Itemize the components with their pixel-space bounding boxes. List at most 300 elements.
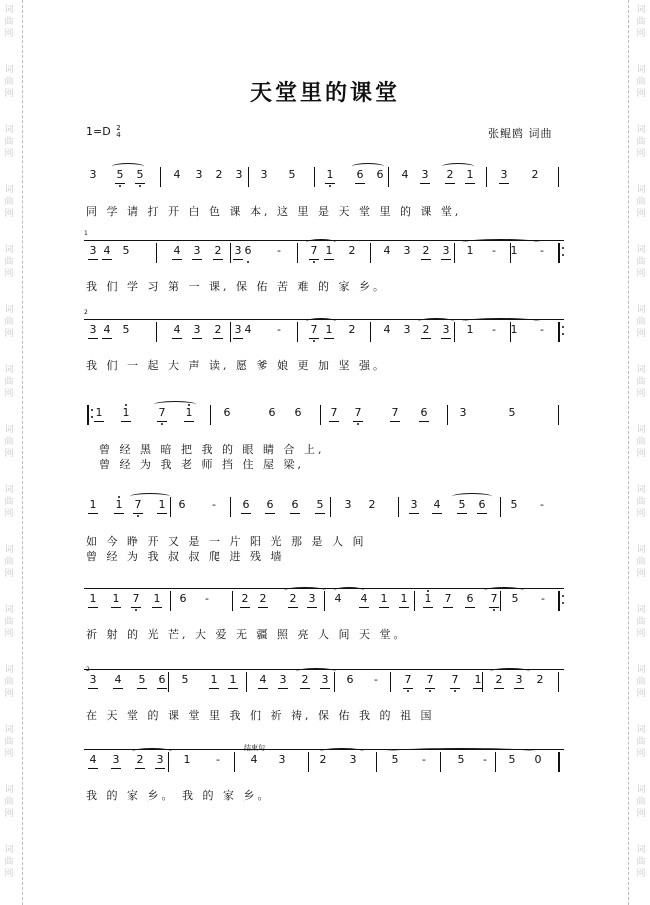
note: 1 — [183, 753, 191, 766]
bar-line — [370, 243, 371, 263]
note: 2 — [134, 754, 146, 766]
note: 4 — [334, 592, 342, 605]
note: 7 — [389, 407, 401, 419]
note: 2 — [444, 169, 456, 181]
watermark-char: 网 — [4, 809, 14, 819]
watermark-char: 曲 — [4, 437, 14, 447]
watermark-char: 词 — [4, 665, 14, 675]
watermark-char: 词 — [4, 245, 14, 255]
note: 2 — [215, 168, 223, 181]
note: 1 — [208, 674, 220, 686]
watermark — [634, 604, 648, 640]
bar-line — [510, 322, 511, 342]
watermark-char: 网 — [4, 629, 14, 639]
note: 3 — [195, 168, 203, 181]
watermark-char: 网 — [4, 869, 14, 879]
music-system — [84, 309, 564, 344]
watermark-char: 词 — [636, 245, 646, 255]
note: 3 — [154, 754, 166, 766]
slur — [462, 239, 540, 246]
bar-line — [230, 322, 231, 342]
bar-line — [398, 497, 399, 517]
music-system — [84, 744, 564, 774]
bar-line — [156, 243, 157, 263]
note: - — [277, 323, 281, 336]
watermark-char: 曲 — [4, 77, 14, 87]
watermark-char: 曲 — [4, 857, 14, 867]
watermark-char: 网 — [636, 389, 646, 399]
watermark-char: 曲 — [4, 737, 14, 747]
note: 4 — [171, 324, 183, 336]
note: 7 — [442, 593, 454, 605]
left-margin-line — [22, 0, 23, 905]
bar-line — [170, 497, 171, 517]
note: 1 — [323, 245, 335, 257]
note: 3 — [344, 498, 352, 511]
watermark-char: 词 — [636, 305, 646, 315]
watermark-char: 曲 — [4, 797, 14, 807]
note: 3 — [260, 168, 268, 181]
watermark-char: 网 — [636, 869, 646, 879]
note: 6 — [289, 499, 301, 511]
note: 2 — [420, 245, 432, 257]
watermark-char: 曲 — [4, 257, 14, 267]
watermark-char: 网 — [4, 689, 14, 699]
watermark-char: 词 — [636, 845, 646, 855]
note: - — [205, 592, 209, 605]
bar-line — [330, 497, 331, 517]
watermark — [634, 784, 648, 820]
watermark-char: 曲 — [4, 617, 14, 627]
note: 2 — [420, 324, 432, 336]
watermark-char: 曲 — [4, 677, 14, 687]
watermark-char: 曲 — [636, 857, 646, 867]
bar-line — [388, 167, 389, 187]
watermark-char: 网 — [636, 509, 646, 519]
music-system — [84, 230, 564, 265]
watermark-char: 词 — [4, 65, 14, 75]
note: 2 — [287, 593, 299, 605]
watermark-char: 词 — [636, 485, 646, 495]
note: 3 — [110, 754, 122, 766]
key-signature — [86, 125, 121, 139]
slur — [490, 668, 530, 675]
watermark-char: 词 — [4, 305, 14, 315]
note: 0 — [534, 753, 542, 766]
watermark-char: 词 — [4, 485, 14, 495]
slur — [462, 318, 540, 325]
music-system — [84, 666, 564, 694]
note: 6 — [178, 498, 186, 511]
bar-line — [495, 752, 496, 772]
watermark-char: 词 — [4, 785, 14, 795]
slur — [320, 748, 364, 755]
note: - — [277, 244, 281, 257]
bar-line — [558, 591, 560, 611]
watermark-char: 曲 — [4, 377, 14, 387]
watermark — [2, 124, 16, 160]
watermark-char: 网 — [636, 149, 646, 159]
note: 7 — [402, 674, 414, 686]
bar-line — [558, 243, 560, 263]
watermark — [634, 844, 648, 880]
watermark — [2, 364, 16, 400]
watermark-char: 曲 — [4, 197, 14, 207]
note: 6 — [264, 499, 276, 511]
bar-line — [160, 167, 161, 187]
watermark — [634, 244, 648, 280]
watermark — [2, 724, 16, 760]
watermark — [634, 4, 648, 40]
bar-line — [376, 752, 377, 772]
bar-line — [482, 672, 483, 692]
note: 7 — [132, 499, 144, 511]
music-system — [84, 588, 564, 613]
bar-line — [87, 405, 89, 425]
watermark — [2, 544, 16, 580]
note: 4 — [257, 674, 269, 686]
lyric-line — [84, 626, 564, 640]
lyric-text: 曾 经 黑 暗 把 我 的 眼 睛 合 上, — [99, 443, 325, 456]
watermark-char: 网 — [636, 749, 646, 759]
watermark — [2, 4, 16, 40]
note: - — [422, 753, 426, 766]
lyric-line — [84, 707, 564, 721]
watermark-char: 词 — [636, 5, 646, 15]
note: - — [540, 244, 544, 257]
bar-line — [170, 591, 171, 611]
watermark-char: 曲 — [636, 557, 646, 567]
watermark-char: 网 — [636, 809, 646, 819]
watermark-char: 网 — [4, 149, 14, 159]
repeat-dots — [562, 326, 564, 329]
bar-line — [486, 167, 487, 187]
note: 3 — [235, 168, 243, 181]
watermark — [2, 664, 16, 700]
watermark — [2, 184, 16, 220]
note: 4 — [250, 753, 258, 766]
time-sig-top: 2 — [116, 124, 121, 132]
note: 5 — [122, 323, 130, 336]
note: 6 — [179, 592, 187, 605]
watermark-char: 网 — [636, 689, 646, 699]
watermark — [634, 424, 648, 460]
watermark-char: 词 — [4, 365, 14, 375]
note: 4 — [431, 499, 443, 511]
bar-line — [168, 672, 169, 692]
note: 1 — [464, 169, 476, 181]
note: 1 — [227, 674, 239, 686]
note: 3 — [440, 245, 452, 257]
watermark-char: 曲 — [636, 377, 646, 387]
note: 3 — [319, 674, 331, 686]
note: 2 — [493, 674, 505, 686]
note: 7 — [424, 674, 436, 686]
note: - — [374, 673, 378, 686]
watermark-char: 网 — [636, 629, 646, 639]
watermark — [634, 484, 648, 520]
note: 7 — [328, 407, 340, 419]
slur — [132, 748, 172, 755]
watermark-char: 词 — [4, 605, 14, 615]
bar-line — [370, 322, 371, 342]
watermark-char: 曲 — [4, 557, 14, 567]
right-margin-line — [628, 0, 629, 905]
note: 5 — [510, 498, 518, 511]
watermark-char: 词 — [636, 605, 646, 615]
lyric-line — [84, 533, 564, 547]
watermark-char: 网 — [636, 269, 646, 279]
watermark-char: 曲 — [4, 137, 14, 147]
note: 7 — [352, 407, 364, 419]
note: 3 — [87, 245, 99, 257]
bar-line — [324, 591, 325, 611]
note: 1 — [378, 593, 390, 605]
note: 5 — [288, 168, 296, 181]
watermark-char: 网 — [4, 449, 14, 459]
note: 7 — [156, 407, 168, 419]
note: 1 — [87, 499, 99, 511]
watermark-char: 网 — [4, 269, 14, 279]
note: - — [540, 498, 544, 511]
note: 4 — [173, 168, 181, 181]
bar-line — [390, 672, 391, 692]
music-system — [84, 403, 564, 427]
lyric-line — [84, 441, 564, 455]
note: 5 — [508, 753, 516, 766]
note: 7 — [449, 674, 461, 686]
lyric-text: 如 今 睁 开 又 是 一 片 阳 光 那 是 人 间 — [86, 535, 367, 548]
note: 4 — [383, 323, 391, 336]
watermark — [634, 664, 648, 700]
watermark-char: 网 — [4, 89, 14, 99]
watermark-char: 网 — [636, 209, 646, 219]
note: 6 — [464, 593, 476, 605]
note: 4 — [244, 323, 252, 336]
note: - — [492, 323, 496, 336]
note: 3 — [408, 499, 420, 511]
note: 3 — [191, 324, 203, 336]
bar-line — [234, 752, 235, 772]
lyric-text: 曾 经 为 我 老 师 挡 住 屋 梁, — [99, 458, 304, 471]
slur — [306, 318, 336, 325]
repeat-dots — [562, 247, 564, 250]
note: 1 — [510, 244, 518, 257]
note: 1 — [183, 407, 195, 419]
bar-line — [320, 405, 321, 425]
watermark-char: 曲 — [636, 797, 646, 807]
slur — [452, 493, 492, 500]
bar-line — [168, 752, 169, 772]
bar-line — [454, 243, 455, 263]
note: 5 — [314, 499, 326, 511]
watermark-char: 曲 — [636, 437, 646, 447]
note: 1 — [510, 323, 518, 336]
note: 4 — [383, 244, 391, 257]
note: 3 — [349, 753, 357, 766]
key-label: 1=D — [86, 125, 111, 138]
note: 1 — [398, 593, 410, 605]
note: 5 — [391, 753, 399, 766]
note: 6 — [156, 674, 168, 686]
note: 6 — [242, 245, 254, 257]
lyric-line — [84, 787, 564, 801]
note: - — [540, 323, 544, 336]
watermark-char: 词 — [636, 545, 646, 555]
watermark — [634, 184, 648, 220]
watermark-char: 曲 — [636, 617, 646, 627]
time-signature — [116, 125, 120, 139]
note: 1 — [466, 323, 474, 336]
bar-line — [297, 243, 298, 263]
slur — [130, 493, 170, 500]
note: 1 — [466, 244, 474, 257]
bar-line — [447, 405, 448, 425]
watermark — [634, 364, 648, 400]
bar-line — [454, 322, 455, 342]
watermark-char: 网 — [636, 449, 646, 459]
watermark — [2, 484, 16, 520]
watermark-char: 网 — [636, 29, 646, 39]
note: 6 — [240, 499, 252, 511]
note: 1 — [113, 499, 125, 511]
note: 1 — [120, 407, 132, 419]
note: 2 — [299, 674, 311, 686]
bar-line — [210, 405, 211, 425]
lyric-text: 祈 射 的 光 芒, 大 爱 无 疆 照 亮 人 间 天 堂。 — [86, 628, 408, 641]
watermark-char: 词 — [4, 5, 14, 15]
note: - — [492, 244, 496, 257]
watermark-char: 词 — [4, 125, 14, 135]
watermark-char: 词 — [636, 185, 646, 195]
note: 6 — [223, 406, 231, 419]
note: 4 — [358, 593, 370, 605]
note: 3 — [87, 674, 99, 686]
note: 6 — [418, 407, 430, 419]
note: 5 — [508, 406, 516, 419]
watermark-char: 词 — [636, 425, 646, 435]
note: 3 — [498, 169, 510, 181]
watermark-char: 曲 — [4, 17, 14, 27]
note: 5 — [511, 592, 519, 605]
watermark-char: 词 — [636, 785, 646, 795]
bar-line — [558, 752, 560, 772]
note: 1 — [151, 593, 163, 605]
credit: 张鲲鸥 词曲 — [488, 127, 553, 140]
watermark-char: 网 — [636, 329, 646, 339]
note: 6 — [268, 406, 276, 419]
note: 1 — [110, 593, 122, 605]
note: 7 — [308, 324, 320, 336]
volta-number: 1 — [84, 230, 88, 237]
lyric-line — [84, 203, 564, 217]
watermark-char: 词 — [4, 425, 14, 435]
note: 3 — [419, 169, 431, 181]
watermark-char: 词 — [4, 185, 14, 195]
watermark — [2, 424, 16, 460]
note: 6 — [354, 169, 366, 181]
bar-line — [558, 405, 559, 425]
watermark-char: 网 — [4, 29, 14, 39]
note: 1 — [87, 593, 99, 605]
watermark-char: 曲 — [636, 77, 646, 87]
note: 3 — [277, 674, 289, 686]
slur — [334, 587, 364, 594]
note: 1 — [422, 593, 434, 605]
repeat-dots — [91, 409, 93, 412]
watermark — [2, 604, 16, 640]
slur — [418, 318, 454, 325]
watermark-char: 曲 — [636, 137, 646, 147]
music-system — [84, 165, 564, 189]
volta-number: 2 — [86, 666, 90, 673]
note: 1 — [324, 169, 336, 181]
note: - — [483, 753, 487, 766]
lyric-text: 我 们 一 起 大 声 读, 愿 爹 娘 更 加 坚 强。 — [86, 359, 387, 372]
watermark-char: 曲 — [4, 497, 14, 507]
watermark-char: 网 — [4, 329, 14, 339]
watermark-char: 网 — [4, 389, 14, 399]
note: 4 — [171, 245, 183, 257]
song-title: 天堂里的课堂 — [249, 80, 400, 106]
bar-line — [558, 672, 559, 692]
lyric-line — [84, 456, 564, 470]
watermark-char: 曲 — [636, 257, 646, 267]
slur — [154, 401, 196, 408]
music-system — [84, 495, 564, 519]
watermark-char: 网 — [636, 569, 646, 579]
watermark-char: 词 — [4, 725, 14, 735]
note: 3 — [232, 245, 244, 257]
ending-label: 结束句 — [244, 744, 265, 752]
bar-line — [334, 672, 335, 692]
note: 6 — [476, 499, 488, 511]
note: 3 — [87, 324, 99, 336]
watermark-char: 网 — [4, 209, 14, 219]
slur — [306, 239, 336, 246]
note: 6 — [294, 406, 302, 419]
note: 5 — [181, 673, 189, 686]
note: 5 — [136, 674, 148, 686]
lyric-line — [84, 278, 564, 292]
bar-line — [500, 497, 501, 517]
watermark-char: 曲 — [636, 317, 646, 327]
watermark — [2, 784, 16, 820]
note: 2 — [348, 323, 356, 336]
note: 3 — [440, 324, 452, 336]
bar-line — [440, 752, 441, 772]
slur — [352, 163, 384, 170]
note: 2 — [348, 244, 356, 257]
watermark-char: 词 — [4, 545, 14, 555]
watermark — [634, 304, 648, 340]
slur — [296, 668, 336, 675]
note: 2 — [257, 593, 269, 605]
note: 3 — [459, 406, 467, 419]
watermark-char: 网 — [636, 89, 646, 99]
lyric-text: 在 天 堂 的 课 堂 里 我 们 祈 祷, 保 佑 我 的 祖 国 — [86, 709, 435, 722]
watermark-char: 曲 — [636, 497, 646, 507]
note: 7 — [130, 593, 142, 605]
bar-line — [558, 322, 560, 342]
note: 2 — [531, 168, 539, 181]
note: 2 — [212, 245, 224, 257]
bar-line — [510, 243, 511, 263]
bar-line — [414, 591, 415, 611]
lyric-text: 我 的 家 乡。 我 的 家 乡。 — [86, 789, 272, 802]
watermark-char: 网 — [4, 569, 14, 579]
note: 5 — [456, 499, 468, 511]
